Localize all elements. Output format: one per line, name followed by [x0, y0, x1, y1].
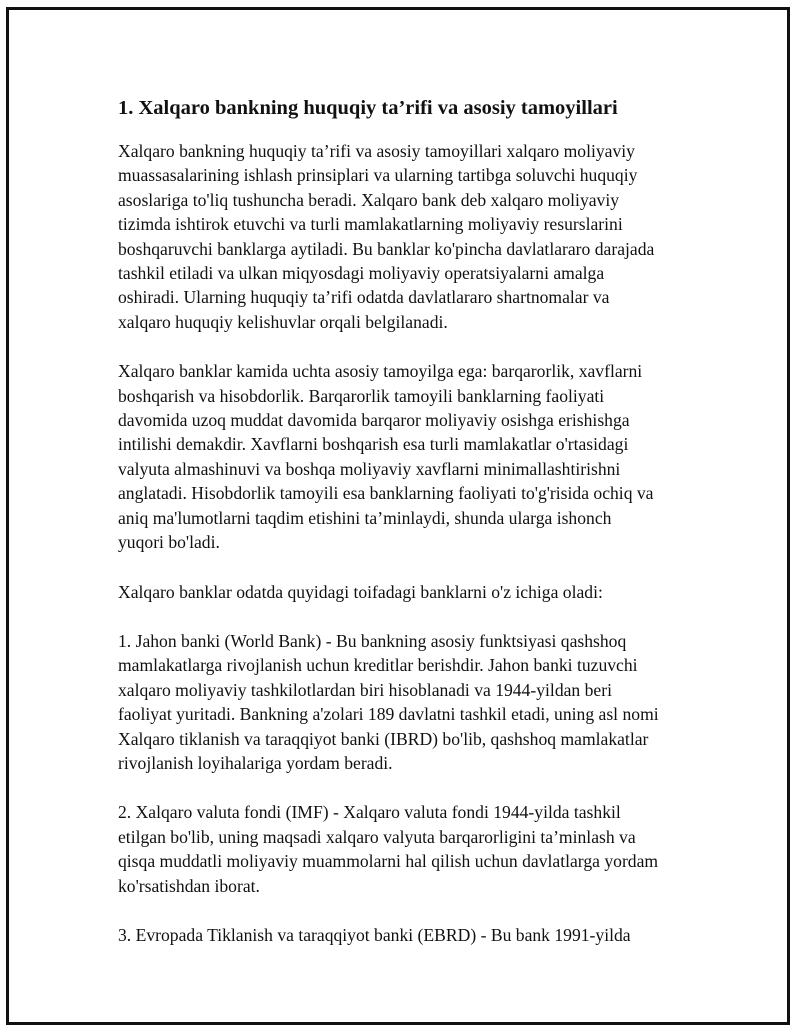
paragraph-intro: Xalqaro bankning huquqiy ta’rifi va asosiy tamoyillari xalqaro moliyaviy muassasalarining ishlash prinsiplari va ularning tartibga soluvchi huquqiy asoslariga to'liq tushuncha beradi. Xalqaro bank deb xalqaro moliyaviy tizimda ishtirok etuvchi va turli mamlakatlarning moliyaviy resurslarini boshqaruvchi banklarga aytiladi. Bu banklar ko'pincha davlatlararo darajada tashkil etiladi va ulkan miqyosdagi moliyaviy operatsiyalarni amalga oshiradi. Ularning huquqiy ta’rifi odatda davlatlararo shartnomalar va xalqaro huquqiy kelishuvlar orqali belgilanadi.	[118, 141, 655, 332]
paragraph-categories-intro: Xalqaro banklar odatda quyidagi toifadagi banklarni o'z ichiga oladi:	[118, 581, 603, 602]
paragraph-ebrd: 3. Evropada Tiklanish va taraqqiyot banki (EBRD) - Bu bank 1991-yilda	[118, 924, 631, 945]
paragraph-principles: Xalqaro banklar kamida uchta asosiy tamoyilga ega: barqarorlik, xavflarni boshqarish va hisobdorlik. Barqarorlik tamoyili banklarning faoliyati davomida uzoq muddat davomida barqaror moliyaviy osishga erishishga intilishi demakdir. Xavflarni boshqarish esa turli mamlakatlar o'rtasidagi valyuta almashinuvi va boshqa moliyaviy xavflarni minimallashtirishni anglatadi. Hisobdorlik tamoyili esa banklarning faoliyati to'g'risida ochiq va aniq ma'lumotlarni taqdim etishini ta’minlaydi, shunda ularga ishonch yuqori bo'ladi.	[118, 361, 654, 553]
section-heading: 1. Xalqaro bankning huquqiy ta’rifi va asosiy tamoyillari	[118, 97, 618, 119]
paragraph-world-bank: 1. Jahon banki (World Bank) - Bu bankning asosiy funktsiyasi qashshoq mamlakatlarga rivojlanish uchun kreditlar berishdir. Jahon banki tuzuvchi xalqaro moliyaviy tashkilotlardan biri hisoblanadi va 1944-yildan beri faoliyat yuritadi. Bankning a'zolari 189 davlatni tashkil etadi, uning asl nomi Xalqaro tiklanish va taraqqiyot banki (IBRD) bo'lib, qashshoq mamlakatlar rivojlanish loyihalariga yordam beradi.	[118, 630, 659, 773]
document-body	[118, 95, 693, 972]
paragraph-imf: 2. Xalqaro valuta fondi (IMF) - Xalqaro valuta fondi 1944-yilda tashkil etilgan bo'lib, uning maqsadi xalqaro valyuta barqarorligini ta’minlash va qisqa muddatli moliyaviy muammolarni hal qilish uchun davlatlarga yordam ko'rsatishdan iborat.	[118, 802, 659, 896]
